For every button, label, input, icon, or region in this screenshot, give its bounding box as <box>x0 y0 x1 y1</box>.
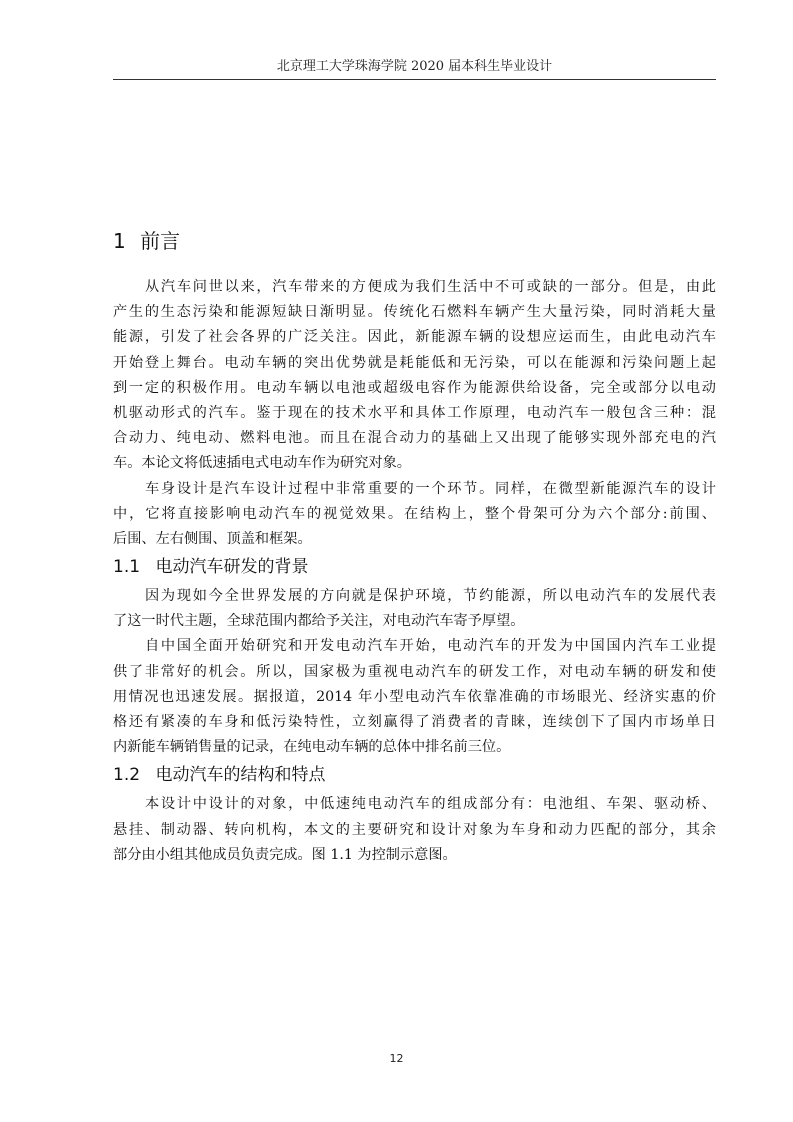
text-line: 了这一时代主题，全球范围内都给予关注，对电动汽车寄予厚望。 <box>113 613 525 630</box>
section-heading-1 <box>113 226 716 256</box>
text-line: 因为现如今全世界发展的方向就是保护环境，节约能源，所以电动汽车的发展代表 <box>145 588 716 605</box>
paragraph-structure-1 <box>113 792 716 868</box>
section-heading-1-1 <box>113 555 716 580</box>
page-number: 12 <box>389 1052 404 1065</box>
text-line: 车身设计是汽车设计过程中非常重要的一个环节。同样，在微型新能源汽车的设计 <box>145 480 716 497</box>
section-number: 1.2 <box>113 765 141 786</box>
section-number: 1.1 <box>113 557 141 578</box>
text-line: 从汽车问世以来，汽车带来的方便成为我们生活中不可或缺的一部分。但是，由此 <box>145 279 716 295</box>
text-line: 中，它将直接影响电动汽车的视觉效果。在结构上，整个骨架可分为六个部分:前围、 <box>113 505 716 522</box>
paragraph-background-1 <box>113 584 716 634</box>
text-line: 到一定的积极作用。电动车辆以电池或超级电容作为能源供给设备，完全或部分以电动 <box>113 379 716 396</box>
running-header: 北京理工大学珠海学院 2020 届本科生毕业设计 <box>276 59 553 74</box>
text-line: 格还有紧凑的车身和低污染特性，立刻赢得了消费者的青睐，连续创下了国内市场单日 <box>113 714 716 730</box>
text-line: 部分由小组其他成员负责完成。图 1.1 为控制示意图。 <box>113 846 457 863</box>
section-title: 电动汽车研发的背景 <box>155 557 309 578</box>
text-line: 悬挂、制动器、转向机构，本文的主要研究和设计对象为车身和动力匹配的部分，其余 <box>113 821 716 838</box>
text-line: 后围、左右侧围、顶盖和框架。 <box>113 530 312 547</box>
paragraph-background-2 <box>113 634 716 760</box>
section-title: 电动汽车的结构和特点 <box>155 765 326 786</box>
text-line: 本设计中设计的对象，中低速纯电动汽车的组成部分有：电池组、车架、驱动桥、 <box>145 796 716 813</box>
header-rule <box>113 79 716 80</box>
text-line: 产生的生态污染和能源短缺日渐明显。传统化石燃料车辆产生大量污染，同时消耗大量 <box>113 304 716 321</box>
text-line: 供了非常好的机会。所以，国家极为重视电动汽车的研发工作，对电动车辆的研发和使 <box>113 663 716 680</box>
text-line: 自中国全面开始研究和开发电动汽车开始，电动汽车的开发为中国国内汽车工业提 <box>145 638 716 655</box>
paragraph-intro-2 <box>113 477 716 553</box>
text-line: 能源，引发了社会各界的广泛关注。因此，新能源车辆的设想应运而生，由此电动汽车 <box>113 329 716 346</box>
paragraph-intro-1 <box>113 275 716 477</box>
text-line: 车。本论文将低速插电式电动车作为研究对象。 <box>113 455 411 472</box>
section-heading-1-2 <box>113 763 716 788</box>
section-number: 1 <box>113 229 126 253</box>
section-title: 前言 <box>140 229 181 253</box>
text-line: 用情况也迅速发展。据报道，2014 年小型电动汽车依靠准确的市场眼光、经济实惠的价 <box>113 688 716 705</box>
text-line: 机驱动形式的汽车。鉴于现在的技术水平和具体工作原理，电动汽车一般包含三种：混 <box>113 404 716 421</box>
text-line: 开始登上舞台。电动车辆的突出优势就是耗能低和无污染，可以在能源和污染问题上起 <box>113 354 716 371</box>
text-line: 内新能车辆销售量的记录，在纯电动车辆的总体中排名前三位。 <box>113 739 511 756</box>
text-line: 合动力、纯电动、燃料电池。而且在混合动力的基础上又出现了能够实现外部充电的汽 <box>113 430 716 447</box>
page-content <box>113 226 716 868</box>
